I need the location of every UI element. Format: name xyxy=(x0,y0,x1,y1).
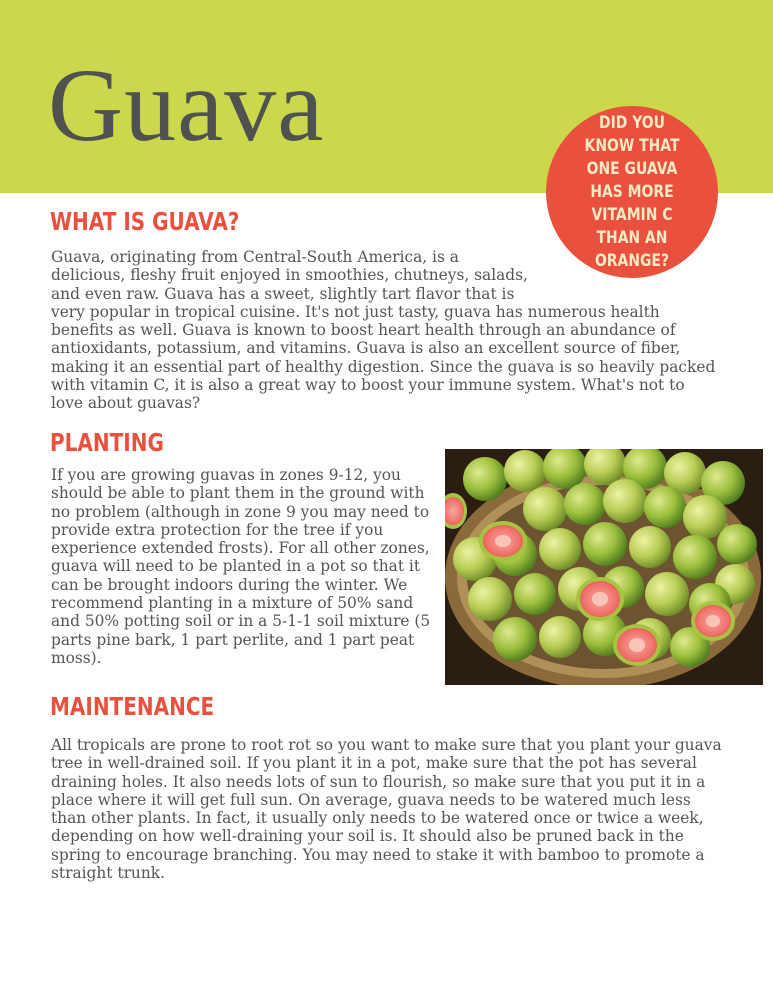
what-is-guava-paragraph xyxy=(51,248,719,413)
callout-wrap-spacer xyxy=(533,248,719,288)
maintenance-paragraph: All tropicals are prone to root rot so you want to make sure that you plant your guava tree in well-drained soil. If you plant it in a pot, make sure that the pot has several draining holes. It also needs lots of sun to flourish, so make sure that you put it in a place where it will get full sun. On average, guava needs to be watered much less than other plants. In fact, it usually only needs to be watered once or twice a week, depending on how well-draining your soil is. It should also be pruned back in the spring to encourage branching. You may need to stake it with bamboo to promote a straight trunk. xyxy=(51,736,722,883)
planting-heading: PLANTING xyxy=(50,428,164,457)
what-is-guava-heading: WHAT IS GUAVA? xyxy=(50,207,240,236)
fact-callout-text: DID YOU KNOW THAT ONE GUAVA HAS MORE VITAMIN C THAN AN ORANGE? xyxy=(584,112,680,271)
planting-paragraph: If you are growing guavas in zones 9-12, you should be able to plant them in the ground with no problem (although in zone 9 you may need to provide extra protection for the tree if you experience extended frosts). For all other zones, guava will need to be planted in a pot so that it can be brought indoors during the winter. We recommend planting in a mixture of 50% sand and 50% potting soil or in a 5-1-1 soil mixture (5 parts pine bark, 1 part perlite, and 1 part peat moss). xyxy=(51,466,431,667)
page-title: Guava xyxy=(48,48,325,163)
what-is-guava-text: Guava, originating from Central-South America, is a delicious, fleshy fruit enjoyed in smoothies, chutneys, salads, and even raw. Guava has a sweet, slightly tart flavor that is very popular in tropical cuisine. It's not just tasty, guava has numerous health benefits as well. Guava is known to boost heart health through an abundance of antioxidants, potassium, and vitamins. Guava is also an excellent source of fiber, making it an essential part of healthy digestion. Since the guava is so heavily packed with vitamin C, it is also a great way to boost your immune system. What's not to love about guavas? xyxy=(51,248,716,413)
guava-basket-photo xyxy=(445,449,763,685)
maintenance-heading: MAINTENANCE xyxy=(50,692,215,721)
